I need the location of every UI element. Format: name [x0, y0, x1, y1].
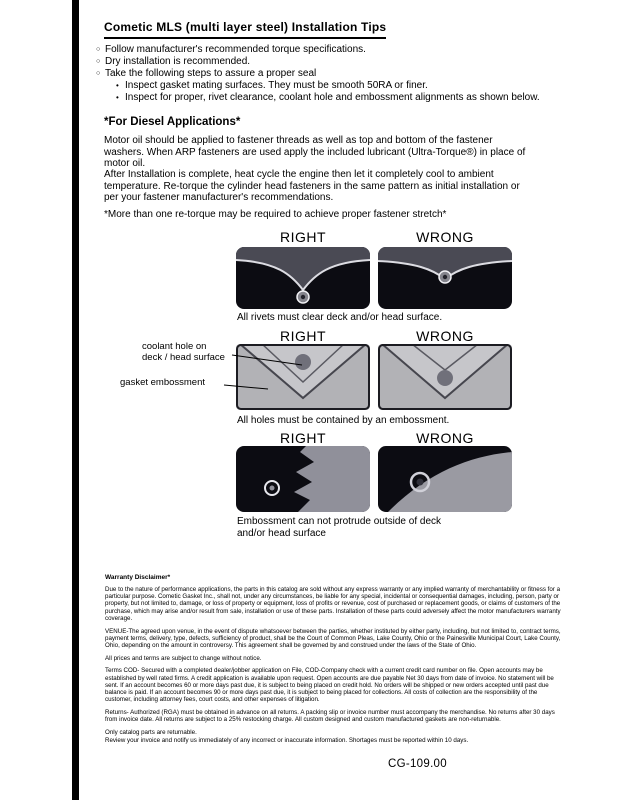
right-label-row3: RIGHT: [279, 430, 327, 446]
wrong-label-row2: WRONG: [416, 328, 474, 344]
embossment-right-image: [236, 446, 370, 512]
row2-caption: All holes must be contained by an embossment.: [237, 415, 450, 426]
gasket-embossment-annotation: gasket embossment: [120, 377, 206, 388]
retorque-note: *More than one re-torque may be required to achieve proper fastener stretch*: [104, 209, 447, 220]
diesel-heading: *For Diesel Applications*: [104, 116, 241, 128]
diesel-paragraph-1: Motor oil should be applied to fastener threads as well as top and bottom of the fastener washers. When ARP fasteners are used apply the included lubricant (Ultra-Torque®) in place of motor oil.: [104, 135, 526, 169]
embossment-wrong-image: [378, 446, 512, 512]
tip-sub-item: [116, 80, 576, 92]
open-bullet-icon: ○: [96, 58, 101, 65]
coolant-hole-annotation-line2: deck / head surface: [142, 352, 225, 363]
tip-sub-item: [116, 92, 576, 104]
tip-text: Take the following steps to assure a proper seal: [105, 68, 317, 79]
coolant-wrong-diagram: [378, 344, 512, 410]
diesel-paragraph-2: After Installation is complete, heat cycle the engine then let it completely cool to ambient temperature. Re-torque the cylinder head fasteners in the same pattern as initial installation or per your fastener manufacturer's recommendations.: [104, 169, 520, 203]
embossment-right-diagram: [236, 446, 370, 512]
legal-paragraph: All prices and terms are subject to change without notice.: [105, 654, 262, 662]
legal-section: [105, 574, 563, 750]
rivet-wrong-image: [378, 247, 512, 309]
tip-text: Follow manufacturer's recommended torque specifications.: [105, 44, 366, 55]
legal-paragraph: Only catalog parts are returnable.: [105, 728, 197, 736]
row3-caption: Embossment can not protrude outside of deck and/or head surface: [237, 516, 442, 539]
wrong-label-row1: WRONG: [416, 229, 474, 245]
legal-paragraph: Returns- Authorized (RGA) must be obtained in advance on all returns. A packing slip or invoice number must accompany the merchandise. No returns after 30 days from invoice date. All returns are subject to a 25% restocking charge. All custom designed and custom manufactured gaskets are non-returnable.: [105, 708, 555, 724]
coolant-right-image: [236, 344, 370, 410]
footer-code: CG-109.00: [388, 758, 447, 770]
tips-list: [96, 44, 576, 104]
filled-bullet-icon: •: [116, 81, 119, 90]
rivet-right-diagram: [236, 247, 370, 309]
tip-item: [96, 44, 576, 56]
tip-text: Inspect for proper, rivet clearance, coolant hole and embossment alignments as shown below.: [125, 92, 540, 103]
filled-bullet-icon: •: [116, 93, 119, 102]
row1-caption: All rivets must clear deck and/or head surface.: [237, 312, 443, 323]
rivet-wrong-diagram: [378, 247, 512, 309]
open-bullet-icon: ○: [96, 70, 101, 77]
tip-item: [96, 56, 576, 68]
legal-paragraph: Review your invoice and notify us immediately of any incorrect or inaccurate information. Shortages must be reported within 10 days.: [105, 736, 469, 744]
left-margin-rule: [72, 0, 79, 800]
legal-paragraph: Terms COD- Secured with a completed dealer/jobber application on File, COD-Company check with a current credit card number on file. Open accounts may be established by well rated firms. A credit application is available upon request. Open accounts are due payable Net 30 days from date of invoice. No statement will be sent. If an account becomes 60 or more days past due, it is subject to being placed on credit hold. No orders will be shipped or new orders accepted until past due balance is paid. If an account becomes 90 or more days past due, it is subject to being placed for collections. All costs of collection are the responsibility of the customer, including attorney fees, court costs, and other expenses of litigation.: [105, 667, 554, 704]
embossment-wrong-diagram: [378, 446, 512, 512]
legal-paragraph: VENUE-The agreed upon venue, in the event of dispute whatsoever between the parties, whether instituted by either party, including, but not limited to, contract terms, payment terms, delivery, type, defects, sufficiency of product, shall be the Court of Common Pleas, Lake County, Ohio or the Painesville Municipal Court, Lake County, Ohio, depending on the amount in controversy. This agreement shall be governed by and construed under the laws of the State of Ohio.: [105, 627, 561, 649]
tip-item: [96, 68, 576, 80]
wrong-label-row3: WRONG: [416, 430, 474, 446]
legal-paragraph: Due to the nature of performance applications, the parts in this catalog are sold without any express warranty or any implied warranty of merchantability or fitness for a particular purpose. Cometic Gasket Inc., shall not, under any circumstances, be liable for any special, incidental or consequential damages, including, person, party or property, but not limited to, damage, or loss of property or equipment, loss of profits or revenue, cost of purchased or replacement goods, or claims of customers of the purchase, which may arise and/or result from sale, installation or use of these parts. Installation of these parts could adversely affect the motor manufacturers warranty coverage.: [105, 586, 561, 622]
coolant-hole-annotation-line1: coolant hole on: [142, 341, 207, 352]
warranty-heading: Warranty Disclaimer*: [105, 574, 171, 581]
rivet-right-image: [236, 247, 370, 309]
right-label-row2: RIGHT: [279, 328, 327, 344]
page-title: Cometic MLS (multi layer steel) Installation Tips: [104, 20, 386, 39]
tip-text: Inspect gasket mating surfaces. They must be smooth 50RA or finer.: [125, 80, 428, 91]
open-bullet-icon: ○: [96, 46, 101, 53]
coolant-hole-annotation: [142, 341, 242, 363]
coolant-wrong-image: [378, 344, 512, 410]
coolant-right-diagram: [236, 344, 370, 410]
right-label-row1: RIGHT: [279, 229, 327, 245]
tip-text: Dry installation is recommended.: [105, 56, 251, 67]
